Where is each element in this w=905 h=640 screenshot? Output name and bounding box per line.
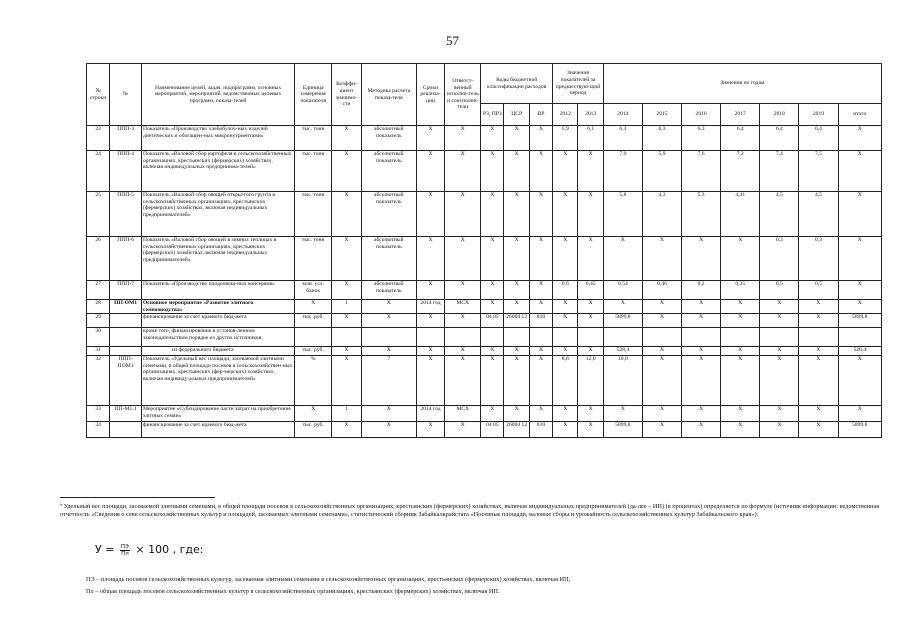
cell-rz: X <box>481 281 504 300</box>
cell-csr: X <box>504 356 529 406</box>
header-years-title: Значения по годам <box>603 64 881 104</box>
cell-n: 27 <box>87 281 110 300</box>
cell-resp <box>445 328 481 347</box>
cell-value-5: X <box>721 406 760 422</box>
cell-term: X <box>416 151 445 192</box>
cell-resp: X <box>445 126 481 151</box>
cell-value-2: X <box>603 300 642 314</box>
cell-value-2: X <box>603 237 642 281</box>
header-year-0: 2012 <box>553 104 578 126</box>
cell-value-5: X <box>721 314 760 328</box>
cell-code <box>110 314 142 328</box>
cell-value-4: 6,3 <box>682 126 721 151</box>
cell-term: 2014 год <box>416 300 445 314</box>
cell-term: X <box>416 192 445 237</box>
cell-value-1: X <box>578 406 603 422</box>
cell-value-5: 7,2 <box>721 151 760 192</box>
table-row <box>87 347 882 356</box>
cell-value-7: 6,4 <box>799 126 838 151</box>
cell-vr: X <box>529 356 552 406</box>
cell-value-0: X <box>553 347 578 356</box>
cell-value-7: X <box>799 356 838 406</box>
cell-value-8 <box>838 328 882 347</box>
cell-value-0: X <box>553 192 578 237</box>
cell-vr: 810 <box>529 314 552 328</box>
cell-resp: X <box>445 347 481 356</box>
cell-value-7: 4,5 <box>799 192 838 237</box>
cell-unit: тыс. тонн <box>295 151 332 192</box>
cell-vr: X <box>529 237 552 281</box>
cell-value-0: 0,6 <box>553 281 578 300</box>
cell-rz: X <box>481 151 504 192</box>
cell-code: ППП-4 <box>110 151 142 192</box>
header-vr: ВР <box>529 104 552 126</box>
cell-value-7 <box>799 328 838 347</box>
cell-value-1: 0,45 <box>578 281 603 300</box>
cell-name: Показатель «Валовой сбор картофеля в сельскохозяйственных организациях, крестьянских (фермерских) хозяйствах, включая индивидуальных предпринима-телей» <box>141 151 294 192</box>
cell-value-2 <box>603 328 642 347</box>
cell-value-7: X <box>799 406 838 422</box>
cell-rz: 04 05 <box>481 314 504 328</box>
cell-value-8: X <box>838 281 882 300</box>
cell-value-3: X <box>642 237 681 281</box>
cell-unit: X <box>295 300 332 314</box>
table-row <box>87 126 882 151</box>
cell-value-1: X <box>578 237 603 281</box>
cell-method <box>361 328 416 347</box>
cell-csr: X <box>504 281 529 300</box>
cell-method: X <box>361 314 416 328</box>
cell-resp: X <box>445 356 481 406</box>
cell-csr: X <box>504 151 529 192</box>
header-coef: Коэффи-циент значимо-сти <box>332 64 362 126</box>
formula <box>95 543 203 557</box>
cell-coef: X <box>332 151 362 192</box>
cell-value-8: X <box>838 356 882 406</box>
cell-value-4: X <box>682 300 721 314</box>
cell-value-6: X <box>760 314 799 328</box>
cell-value-5: X <box>721 422 760 438</box>
cell-code: ППП-5 <box>110 192 142 237</box>
cell-vr: X <box>529 281 552 300</box>
cell-rz: X <box>481 192 504 237</box>
cell-value-6: 7,4 <box>760 151 799 192</box>
cell-value-6: X <box>760 356 799 406</box>
cell-n: 25 <box>87 192 110 237</box>
cell-unit: тыс. тонн <box>295 192 332 237</box>
cell-value-5 <box>721 328 760 347</box>
table-row <box>87 328 882 347</box>
cell-value-2: 10,0 <box>603 356 642 406</box>
cell-n: 24 <box>87 151 110 192</box>
cell-unit: тыс. руб. <box>295 314 332 328</box>
cell-rz: X <box>481 237 504 281</box>
cell-value-5: X <box>721 300 760 314</box>
cell-n: 33 <box>87 406 110 422</box>
cell-resp: МСХ <box>445 300 481 314</box>
cell-method: абсолютный показатель <box>361 126 416 151</box>
cell-unit: тыс. руб. <box>295 422 332 438</box>
cell-value-1: X <box>578 347 603 356</box>
cell-value-2: 6,3 <box>603 126 642 151</box>
header-year-6: 2018 <box>760 104 799 126</box>
table-row <box>87 314 882 328</box>
footnote-separator <box>60 497 215 498</box>
cell-rz <box>481 328 504 347</box>
cell-name: из федерального бюджета <box>141 347 294 356</box>
cell-term: X <box>416 281 445 300</box>
cell-coef: X <box>332 347 362 356</box>
cell-coef <box>332 328 362 347</box>
cell-term: X <box>416 422 445 438</box>
cell-term: X <box>416 314 445 328</box>
cell-code: ПП-ОМ1 <box>110 300 142 314</box>
cell-vr <box>529 328 552 347</box>
cell-unit: тыс. тонн <box>295 126 332 151</box>
cell-code: ППП-7 <box>110 281 142 300</box>
cell-value-4 <box>682 328 721 347</box>
cell-term: X <box>416 356 445 406</box>
cell-n: 32 <box>87 356 110 406</box>
cell-resp: X <box>445 192 481 237</box>
header-year-3: 2015 <box>642 104 681 126</box>
cell-unit: % <box>295 356 332 406</box>
cell-value-8: 5899,8 <box>838 314 882 328</box>
page-number: 57 <box>446 33 459 48</box>
cell-csr: X <box>504 237 529 281</box>
cell-method: X <box>361 347 416 356</box>
cell-n: 28 <box>87 300 110 314</box>
cell-value-4: X <box>682 422 721 438</box>
cell-resp: X <box>445 151 481 192</box>
table-row <box>87 281 882 300</box>
cell-name: финансирование за счет краевого бюд-жета <box>141 422 294 438</box>
cell-n: 30 <box>87 328 110 347</box>
cell-resp: МСХ <box>445 406 481 422</box>
cell-csr: X <box>504 192 529 237</box>
cell-rz: X <box>481 126 504 151</box>
cell-value-3: X <box>642 422 681 438</box>
header-year-2: 2014 <box>603 104 642 126</box>
cell-resp: X <box>445 422 481 438</box>
cell-value-2: 0,54 <box>603 281 642 300</box>
header-name: Наименование целей, задач, подпрограмм, основных мероприятий, мероприятий, ведомственных целевых программ, показа-телей <box>141 64 294 126</box>
cell-value-6 <box>760 328 799 347</box>
cell-value-3: X <box>642 300 681 314</box>
cell-method: X <box>361 406 416 422</box>
cell-value-2: 5899,8 <box>603 422 642 438</box>
cell-name: Показатель «Удельный вес площади, засеваемой элитными семенами, в общей площади посевов в сельскохозяйствен-ных организациях, крестьянских (фер-мерских) хозяйствах, включая индивиду-альных предпринимателей» <box>141 356 294 406</box>
cell-n: 34 <box>87 422 110 438</box>
formula-rhs: × 100 , где: <box>135 543 204 556</box>
cell-resp: X <box>445 314 481 328</box>
cell-value-7: 0,5 <box>799 281 838 300</box>
cell-value-7: X <box>799 347 838 356</box>
cell-value-0: 8,6 <box>553 356 578 406</box>
header-rz: РЗ, ПРЗ <box>481 104 504 126</box>
cell-term <box>416 328 445 347</box>
cell-vr: X <box>529 406 552 422</box>
cell-value-1: X <box>578 151 603 192</box>
cell-value-5: 6,4 <box>721 126 760 151</box>
cell-value-6: 6,4 <box>760 126 799 151</box>
header-year-1: 2013 <box>578 104 603 126</box>
header-term: Сроки реализа-ции <box>416 64 445 126</box>
formula-fraction <box>120 544 130 557</box>
cell-value-2: 5,8 <box>603 192 642 237</box>
cell-csr: X <box>504 300 529 314</box>
cell-value-6: 4,5 <box>760 192 799 237</box>
cell-value-0: X <box>553 300 578 314</box>
formula-numerator: ПЭ <box>120 543 129 550</box>
cell-value-0: X <box>553 237 578 281</box>
cell-coef: X <box>332 281 362 300</box>
header-year-8: итого <box>838 104 882 126</box>
cell-n: 26 <box>87 237 110 281</box>
cell-value-5: X <box>721 347 760 356</box>
program-table <box>86 63 882 438</box>
cell-value-6: X <box>760 406 799 422</box>
cell-term: X <box>416 347 445 356</box>
cell-value-3: X <box>642 356 681 406</box>
cell-value-8: X <box>838 126 882 151</box>
cell-vr: X <box>529 126 552 151</box>
header-row-no: № строки <box>87 64 110 126</box>
cell-name: Показатель «Валовой сбор овощей откры-того грунта в сельскохозяйственных организациях, крестьянских (фермерских) хозяйствах, включая индивидуальных предпринимателей» <box>141 192 294 237</box>
cell-coef: 1 <box>332 300 362 314</box>
header-budget-codes: Коды бюджетной классификации расходов <box>481 64 553 104</box>
header-code: № <box>110 64 142 126</box>
header-method: Методика расчета показа-теля <box>361 64 416 126</box>
cell-value-1: X <box>578 314 603 328</box>
cell-name: Показатель «Производство плодоовощ-ных консервов» <box>141 281 294 300</box>
cell-value-5: 4,41 <box>721 192 760 237</box>
cell-value-8: X <box>838 151 882 192</box>
cell-value-8: X <box>838 237 882 281</box>
cell-value-4: X <box>682 356 721 406</box>
cell-rz: X <box>481 356 504 406</box>
cell-vr: X <box>529 300 552 314</box>
definition-pe: ПЭ – площадь посевов сельскохозяйственных культур, засеваемая элитными семенами в сельскохозяйственных организациях, крестьянских (фермерских) хозяйствах, включая ИП, <box>86 576 571 583</box>
cell-value-2: X <box>603 406 642 422</box>
cell-csr: X <box>504 406 529 422</box>
header-year-7: 2019 <box>799 104 838 126</box>
cell-vr: X <box>529 347 552 356</box>
cell-value-3: X <box>642 347 681 356</box>
cell-value-7: X <box>799 314 838 328</box>
cell-value-3: 6,3 <box>642 126 681 151</box>
cell-unit <box>295 328 332 347</box>
header-previous-period: Значения показателей за предшествую-щий период <box>553 64 604 104</box>
table-row <box>87 237 882 281</box>
cell-vr: 810 <box>529 422 552 438</box>
cell-unit: тыс. руб. <box>295 347 332 356</box>
cell-value-1: X <box>578 422 603 438</box>
cell-value-6: X <box>760 347 799 356</box>
cell-value-1: X <box>578 192 603 237</box>
cell-value-5: X <box>721 356 760 406</box>
header-year-5: 2017 <box>721 104 760 126</box>
cell-method: 7 <box>361 356 416 406</box>
cell-value-8: X <box>838 192 882 237</box>
cell-term: 2014 год <box>416 406 445 422</box>
cell-coef: X <box>332 192 362 237</box>
cell-value-8: 5899,8 <box>838 422 882 438</box>
cell-value-0: X <box>553 406 578 422</box>
cell-name: Показатель «Валовой сбор овощей в зимних теплицах в сельскохозяйственных организациях, крестьянских (фермерских) хозяйствах, включая индивидуальных предпринимателей» <box>141 237 294 281</box>
cell-value-7: 7,5 <box>799 151 838 192</box>
cell-value-4: 5,3 <box>682 192 721 237</box>
cell-method: абсолютный показатель <box>361 192 416 237</box>
cell-rz: X <box>481 406 504 422</box>
cell-rz: X <box>481 347 504 356</box>
cell-value-4: 0,2 <box>682 281 721 300</box>
definition-pl: Пл – общая площадь посевов сельскохозяйственных культур в сельскохозяйственных организациях, крестьянских (фермерских) хозяйствах, включая ИП. <box>86 588 500 595</box>
cell-value-3 <box>642 328 681 347</box>
cell-code <box>110 328 142 347</box>
cell-value-5: 0,35 <box>721 281 760 300</box>
cell-code: ППП-6 <box>110 237 142 281</box>
cell-csr: X <box>504 347 529 356</box>
cell-value-7: X <box>799 422 838 438</box>
cell-value-4: X <box>682 314 721 328</box>
cell-value-7: 0,3 <box>799 237 838 281</box>
cell-code: ППП-3 <box>110 126 142 151</box>
header-responsible: Ответст-венный исполни-тель и соисполни-тели <box>445 64 481 126</box>
cell-method: X <box>361 422 416 438</box>
cell-value-6: 0,3 <box>760 237 799 281</box>
cell-value-8: X <box>838 300 882 314</box>
cell-value-5: X <box>721 237 760 281</box>
cell-value-6: 0,5 <box>760 281 799 300</box>
cell-n: 29 <box>87 314 110 328</box>
footnote: ⁷ Удельный вес площади, засеваемой элитными семенами, в общей площади посевов в сельскохозяйственных организациях, крестьянских (фермерских) хозяйствах, включая индивидуальных предпринимателей (да-лее – ИП) (в процентах) определяется по формуле (источник информации: ведомственная отчетность «Сведения о севе сельскохозяйственных культур и площадей, засеваемых элитными семенами», статистический сборник Забайкалкрайстата «Посевные площади, валовые сборы и урожайность сельскохозяйственных культур Забайкальского края»): <box>60 503 880 519</box>
cell-value-4: X <box>682 237 721 281</box>
cell-value-2: 5899,8 <box>603 314 642 328</box>
cell-value-2: 528,4 <box>603 347 642 356</box>
cell-value-8: X <box>838 406 882 422</box>
cell-value-0: 5,9 <box>553 126 578 151</box>
cell-name: Мероприятие «Субсидирование части затрат на приобретение элитных семян» <box>141 406 294 422</box>
cell-coef: X <box>332 126 362 151</box>
cell-unit: X <box>295 406 332 422</box>
cell-value-4: X <box>682 347 721 356</box>
header-csr: ЦСР <box>504 104 529 126</box>
cell-code <box>110 347 142 356</box>
cell-coef: 1 <box>332 406 362 422</box>
cell-unit: млн. усл. банок <box>295 281 332 300</box>
cell-value-1 <box>578 328 603 347</box>
cell-value-1: 6,1 <box>578 126 603 151</box>
cell-csr: 26004 12 <box>504 422 529 438</box>
cell-rz: X <box>481 300 504 314</box>
cell-coef: X <box>332 314 362 328</box>
cell-value-1: 12,0 <box>578 356 603 406</box>
cell-n: 23 <box>87 126 110 151</box>
cell-value-3: 4,3 <box>642 192 681 237</box>
cell-value-0 <box>553 328 578 347</box>
table-row <box>87 151 882 192</box>
cell-vr: X <box>529 192 552 237</box>
cell-value-2: 7,0 <box>603 151 642 192</box>
cell-coef: X <box>332 356 362 406</box>
table-row <box>87 406 882 422</box>
cell-value-7: X <box>799 300 838 314</box>
cell-value-0: X <box>553 314 578 328</box>
cell-n: 31 <box>87 347 110 356</box>
cell-value-6: X <box>760 300 799 314</box>
table-row <box>87 300 882 314</box>
cell-value-8: 528,4 <box>838 347 882 356</box>
cell-vr: X <box>529 151 552 192</box>
cell-name: Показатель «Производство хлебобулоч-ных изделий диетических и обогащен-ных микронутриентами» <box>141 126 294 151</box>
cell-resp: X <box>445 237 481 281</box>
cell-value-3: 5,9 <box>642 151 681 192</box>
cell-value-3: X <box>642 406 681 422</box>
cell-code: ПП-М1.1 <box>110 406 142 422</box>
cell-value-0: X <box>553 151 578 192</box>
cell-resp: X <box>445 281 481 300</box>
cell-value-3: X <box>642 314 681 328</box>
cell-value-1: X <box>578 300 603 314</box>
cell-code: ППП-ПОМ1 <box>110 356 142 406</box>
cell-name: финансирование за счет краевого бюд-жета <box>141 314 294 328</box>
cell-unit: тыс. тонн <box>295 237 332 281</box>
cell-term: X <box>416 126 445 151</box>
table-row <box>87 356 882 406</box>
table-row <box>87 422 882 438</box>
cell-value-4: 7,6 <box>682 151 721 192</box>
cell-coef: X <box>332 237 362 281</box>
cell-method: абсолютный показатель <box>361 281 416 300</box>
cell-method: абсолютный показатель <box>361 151 416 192</box>
cell-name: кроме того, финансирование в установ-ленном законодательством порядке из других источников: <box>141 328 294 347</box>
header-unit: Единица измерения показателя <box>295 64 332 126</box>
table-row <box>87 192 882 237</box>
cell-csr: X <box>504 126 529 151</box>
cell-value-6: X <box>760 422 799 438</box>
cell-csr <box>504 328 529 347</box>
cell-term: X <box>416 237 445 281</box>
cell-value-4: X <box>682 406 721 422</box>
cell-rz: 04 05 <box>481 422 504 438</box>
header-year-4: 2016 <box>682 104 721 126</box>
formula-lhs: У = <box>95 543 115 556</box>
cell-method: X <box>361 300 416 314</box>
cell-name: Основное мероприятие «Развитие элитного семеноводства» <box>141 300 294 314</box>
cell-value-3: 0,46 <box>642 281 681 300</box>
cell-code <box>110 422 142 438</box>
cell-value-0: X <box>553 422 578 438</box>
cell-csr: 26004 12 <box>504 314 529 328</box>
cell-method: абсолютный показатель <box>361 237 416 281</box>
cell-coef: X <box>332 422 362 438</box>
formula-denominator: Пл <box>121 550 129 557</box>
